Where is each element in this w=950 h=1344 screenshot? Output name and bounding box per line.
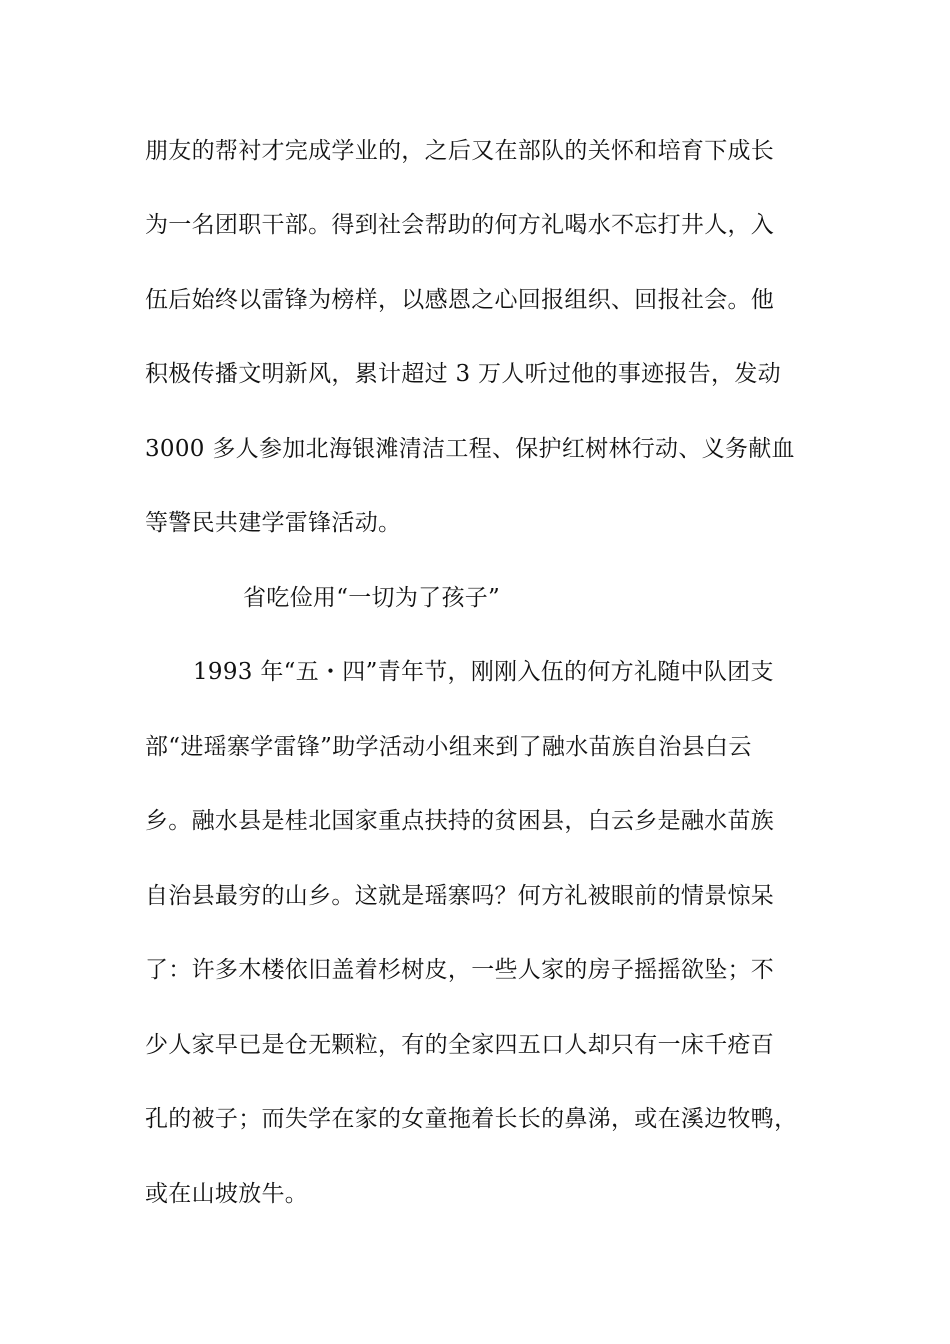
text-line: 积极传播文明新风，累计超过 3 万人听过他的事迹报告，发动	[145, 361, 781, 387]
section-subtitle: 省吃俭用“一切为了孩子”	[243, 585, 501, 611]
text-line: 为一名团职干部。得到社会帮助的何方礼喝水不忘打井人，入	[145, 212, 775, 238]
text-line: 孔的被子；而失学在家的女童拖着长长的鼻涕，或在溪边牧鸭，	[145, 1106, 798, 1132]
text-line: 自治县最穷的山乡。这就是瑶寨吗？何方礼被眼前的情景惊呆	[145, 883, 775, 909]
text-line: 伍后始终以雷锋为榜样，以感恩之心回报组织、回报社会。他	[145, 287, 775, 313]
text-line: 少人家早已是仓无颗粒，有的全家四五口人却只有一床千疮百	[145, 1032, 775, 1058]
text-line: 3000 多人参加北海银滩清洁工程、保护红树林行动、义务献血	[145, 436, 795, 462]
text-line: 了：许多木楼依旧盖着杉树皮，一些人家的房子摇摇欲坠；不	[145, 957, 775, 983]
text-line: 朋友的帮衬才完成学业的，之后又在部队的关怀和培育下成长	[145, 138, 775, 164]
text-line: 或在山坡放牛。	[145, 1181, 309, 1207]
text-line: 等警民共建学雷锋活动。	[145, 510, 402, 536]
text-line: 1993 年“五・四”青年节，刚刚入伍的何方礼随中队团支	[193, 659, 774, 685]
text-line: 乡。融水县是桂北国家重点扶持的贫困县，白云乡是融水苗族	[145, 808, 775, 834]
text-line: 部“进瑶寨学雷锋”助学活动小组来到了融水苗族自治县白云	[145, 734, 752, 760]
